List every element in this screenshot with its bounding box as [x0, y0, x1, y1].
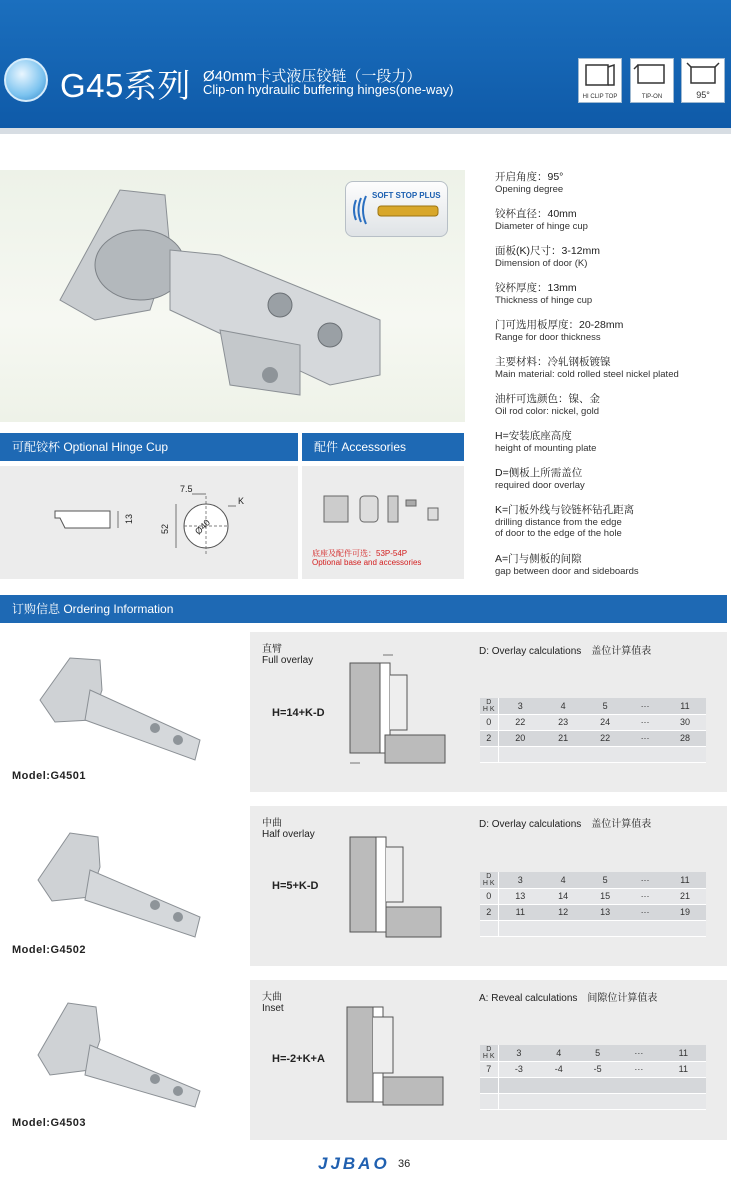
table-row [480, 730, 706, 746]
table-row [480, 920, 706, 936]
table-cell: 21 [664, 888, 706, 904]
spec-en: of door to the edge of the hole [495, 528, 622, 539]
spec-en: Opening degree [495, 184, 564, 195]
table-corner: D H K [480, 1045, 498, 1061]
table-cell: 3 [498, 872, 542, 888]
model-label: Model:G4502 [12, 944, 86, 956]
spec-cn: K=门板外线与铰链杯钻孔距离 [495, 504, 635, 516]
formula: H=5+K-D [272, 880, 319, 892]
table-cell: ··· [626, 698, 664, 714]
title-en: Clip-on hydraulic buffering hinges(one-way) [203, 82, 454, 97]
table-cell: ··· [626, 730, 664, 746]
spec-en: gap between door and sideboards [495, 566, 639, 577]
table-cell: 0 [480, 714, 498, 730]
spec-item [495, 206, 725, 243]
ordering-bar: 订购信息 Ordering Information [0, 595, 727, 623]
table-cell: 3 [498, 698, 542, 714]
spec-cn: A=门与侧板的间隙 [495, 553, 582, 565]
table-cell: 22 [584, 730, 626, 746]
hinge-cup-drawing [0, 466, 298, 579]
type-en: Inset [262, 1003, 284, 1014]
cup-width-dim: 52 [160, 523, 171, 535]
cup-k-dim: K [238, 496, 245, 506]
accessories-note-cn: 底座及配件可选：53P-54P [312, 549, 408, 558]
table-cell: -3 [498, 1061, 539, 1077]
formula: H=-2+K+A [272, 1053, 325, 1065]
table-cell: 30 [664, 714, 706, 730]
cup-height-dim: 13 [124, 513, 135, 525]
spec-item [495, 280, 725, 317]
hinge-g4501-photo [30, 650, 205, 765]
spec-en: Diameter of hinge cup [495, 221, 588, 232]
spec-item [495, 243, 725, 280]
table-cell [480, 1077, 498, 1093]
soft-stop-plus-badge [345, 181, 448, 237]
table-cell [539, 1077, 578, 1093]
angle-95-label: 95° [696, 90, 710, 100]
table-cell [661, 1077, 706, 1093]
table-cell: 15 [584, 888, 626, 904]
table-cell: ··· [617, 1045, 661, 1061]
table-cell: 5 [584, 698, 626, 714]
hi-clip-top-label: HI CLIP TOP [582, 94, 618, 100]
table-cell: ··· [626, 714, 664, 730]
hinge-cup-bar: 可配铰杯 Optional Hinge Cup [0, 433, 298, 461]
spec-item [495, 465, 725, 502]
table-row [480, 888, 706, 904]
hinge-illustration [60, 190, 380, 395]
table-cell: -4 [539, 1061, 578, 1077]
table-cell [542, 746, 584, 762]
series-title: G45系列 [60, 67, 191, 104]
table-cell: 24 [584, 714, 626, 730]
type-cn: 大曲 [262, 992, 282, 1003]
table-cell: 4 [539, 1045, 578, 1061]
formula: H=14+K-D [272, 707, 325, 719]
table-cell: 19 [664, 904, 706, 920]
model-label: Model:G4503 [12, 1117, 86, 1129]
spec-item [495, 391, 725, 428]
table-row [480, 872, 706, 888]
half-overlay-diagram [345, 822, 448, 947]
table-cell: ··· [626, 872, 664, 888]
table-cell [498, 1077, 539, 1093]
spec-en: Oil rod color: nickel, gold [495, 406, 600, 417]
spec-cn: D=侧板上所需盖位 [495, 467, 583, 479]
spec-cn: 门可选用板厚度：20-28mm [495, 319, 624, 331]
overlay-table [480, 698, 706, 763]
table-cell: 21 [542, 730, 584, 746]
spec-cn: 主要材料：冷轧钢板镀镍 [495, 356, 611, 368]
table-cell [584, 920, 626, 936]
table-row [480, 1061, 706, 1077]
tip-on-label: TIP-ON [641, 94, 663, 100]
badge-text: SOFT STOP PLUS [372, 191, 441, 200]
spec-en: height of mounting plate [495, 443, 597, 454]
spec-cn: 铰杯直径：40mm [495, 208, 577, 220]
reveal-table [480, 1045, 706, 1110]
spec-en: Range for door thickness [495, 332, 601, 343]
table-row [480, 1077, 706, 1093]
table-cell [664, 746, 706, 762]
page-number: 36 [398, 1158, 411, 1170]
cup-diameter-dim: Ø40 [192, 517, 213, 537]
table-cell: 13 [498, 888, 542, 904]
type-cn: 直臂 [262, 644, 282, 655]
brand-logo-icon [4, 58, 48, 102]
hi-clip-top-icon [578, 58, 622, 103]
table-cell: 2 [480, 730, 498, 746]
table-row [480, 1045, 706, 1061]
spec-item [495, 169, 725, 206]
type-en: Half overlay [262, 829, 315, 840]
spec-item [495, 502, 725, 551]
table-cell [661, 1093, 706, 1109]
table-cell [617, 1093, 661, 1109]
overlay-table [480, 872, 706, 937]
spec-item [495, 428, 725, 465]
spec-en: Dimension of door (K) [495, 258, 588, 269]
table-cell: 23 [542, 714, 584, 730]
type-en: Full overlay [262, 655, 314, 666]
spec-item [495, 317, 725, 354]
accessories-drawing [302, 466, 464, 536]
table-cell: 11 [661, 1045, 706, 1061]
table-cell [498, 1093, 539, 1109]
table-cell: 28 [664, 730, 706, 746]
table-cell: 7 [480, 1061, 498, 1077]
table-cell [480, 746, 498, 762]
table-cell: -5 [578, 1061, 617, 1077]
table-cell: 5 [578, 1045, 617, 1061]
inset-diagram [345, 995, 448, 1120]
table-cell [664, 920, 706, 936]
table-cell [617, 1077, 661, 1093]
title-cn: Ø40mm卡式液压铰链（一段力） [203, 68, 422, 85]
cup-offset-dim: 7.5 [180, 484, 193, 494]
spec-item [495, 551, 725, 581]
table-cell [480, 1093, 498, 1109]
table-cell: 14 [542, 888, 584, 904]
tip-on-icon [630, 58, 674, 103]
table-row [480, 1093, 706, 1109]
calc-title: D: Overlay calculations 盖位计算值表 [479, 819, 652, 830]
model-label: Model:G4501 [12, 770, 86, 782]
table-cell: 3 [498, 1045, 539, 1061]
hinge-cup-panel [0, 466, 298, 579]
table-row [480, 746, 706, 762]
table-cell [584, 746, 626, 762]
table-cell [542, 920, 584, 936]
table-cell [480, 920, 498, 936]
spec-en: drilling distance from the edge [495, 517, 622, 528]
table-cell: ··· [617, 1061, 661, 1077]
table-cell: 13 [584, 904, 626, 920]
table-cell: 22 [498, 714, 542, 730]
full-overlay-diagram [345, 645, 448, 770]
calc-title: A: Reveal calculations 间隙位计算值表 [479, 993, 658, 1004]
accessories-bar: 配件 Accessories [302, 433, 464, 461]
table-cell [626, 746, 664, 762]
calc-title: D: Overlay calculations 盖位计算值表 [479, 646, 652, 657]
table-cell: 11 [498, 904, 542, 920]
table-cell [498, 746, 542, 762]
type-cn: 中曲 [262, 818, 282, 829]
hinge-g4502-photo [30, 825, 205, 940]
spec-cn: 开启角度：95° [495, 171, 564, 183]
table-corner: D H K [480, 698, 498, 714]
hinge-g4503-photo [30, 995, 205, 1110]
table-row [480, 714, 706, 730]
table-cell [498, 920, 542, 936]
table-corner: D H K [480, 872, 498, 888]
table-cell: 4 [542, 698, 584, 714]
table-cell: ··· [626, 888, 664, 904]
header-divider [0, 128, 731, 134]
spec-item [495, 354, 725, 391]
table-cell [578, 1077, 617, 1093]
table-cell: 11 [664, 698, 706, 714]
table-cell: 4 [542, 872, 584, 888]
spec-en: Main material: cold rolled steel nickel plated [495, 369, 679, 380]
angle-95-icon [681, 58, 725, 103]
spec-cn: 油杆可选颜色：镍、金 [495, 393, 600, 405]
table-cell: ··· [626, 904, 664, 920]
table-cell [539, 1093, 578, 1109]
spec-cn: 面板(K)尺寸：3-12mm [495, 245, 601, 257]
table-cell [626, 920, 664, 936]
table-cell [578, 1093, 617, 1109]
table-row [480, 698, 706, 714]
accessories-panel [302, 466, 464, 579]
footer-brand-logo: JJBAO [318, 1154, 390, 1173]
spec-cn: H=安装底座高度 [495, 430, 572, 442]
table-cell: 20 [498, 730, 542, 746]
table-row [480, 904, 706, 920]
spec-en: required door overlay [495, 480, 585, 491]
table-cell: 11 [664, 872, 706, 888]
spec-en: Thickness of hinge cup [495, 295, 593, 306]
spec-cn: 铰杯厚度：13mm [495, 282, 577, 294]
table-cell: 12 [542, 904, 584, 920]
table-cell: 2 [480, 904, 498, 920]
spec-list [495, 169, 725, 581]
table-cell: 0 [480, 888, 498, 904]
accessories-note-en: Optional base and accessories [312, 558, 422, 567]
table-cell: 5 [584, 872, 626, 888]
table-cell: 11 [661, 1061, 706, 1077]
